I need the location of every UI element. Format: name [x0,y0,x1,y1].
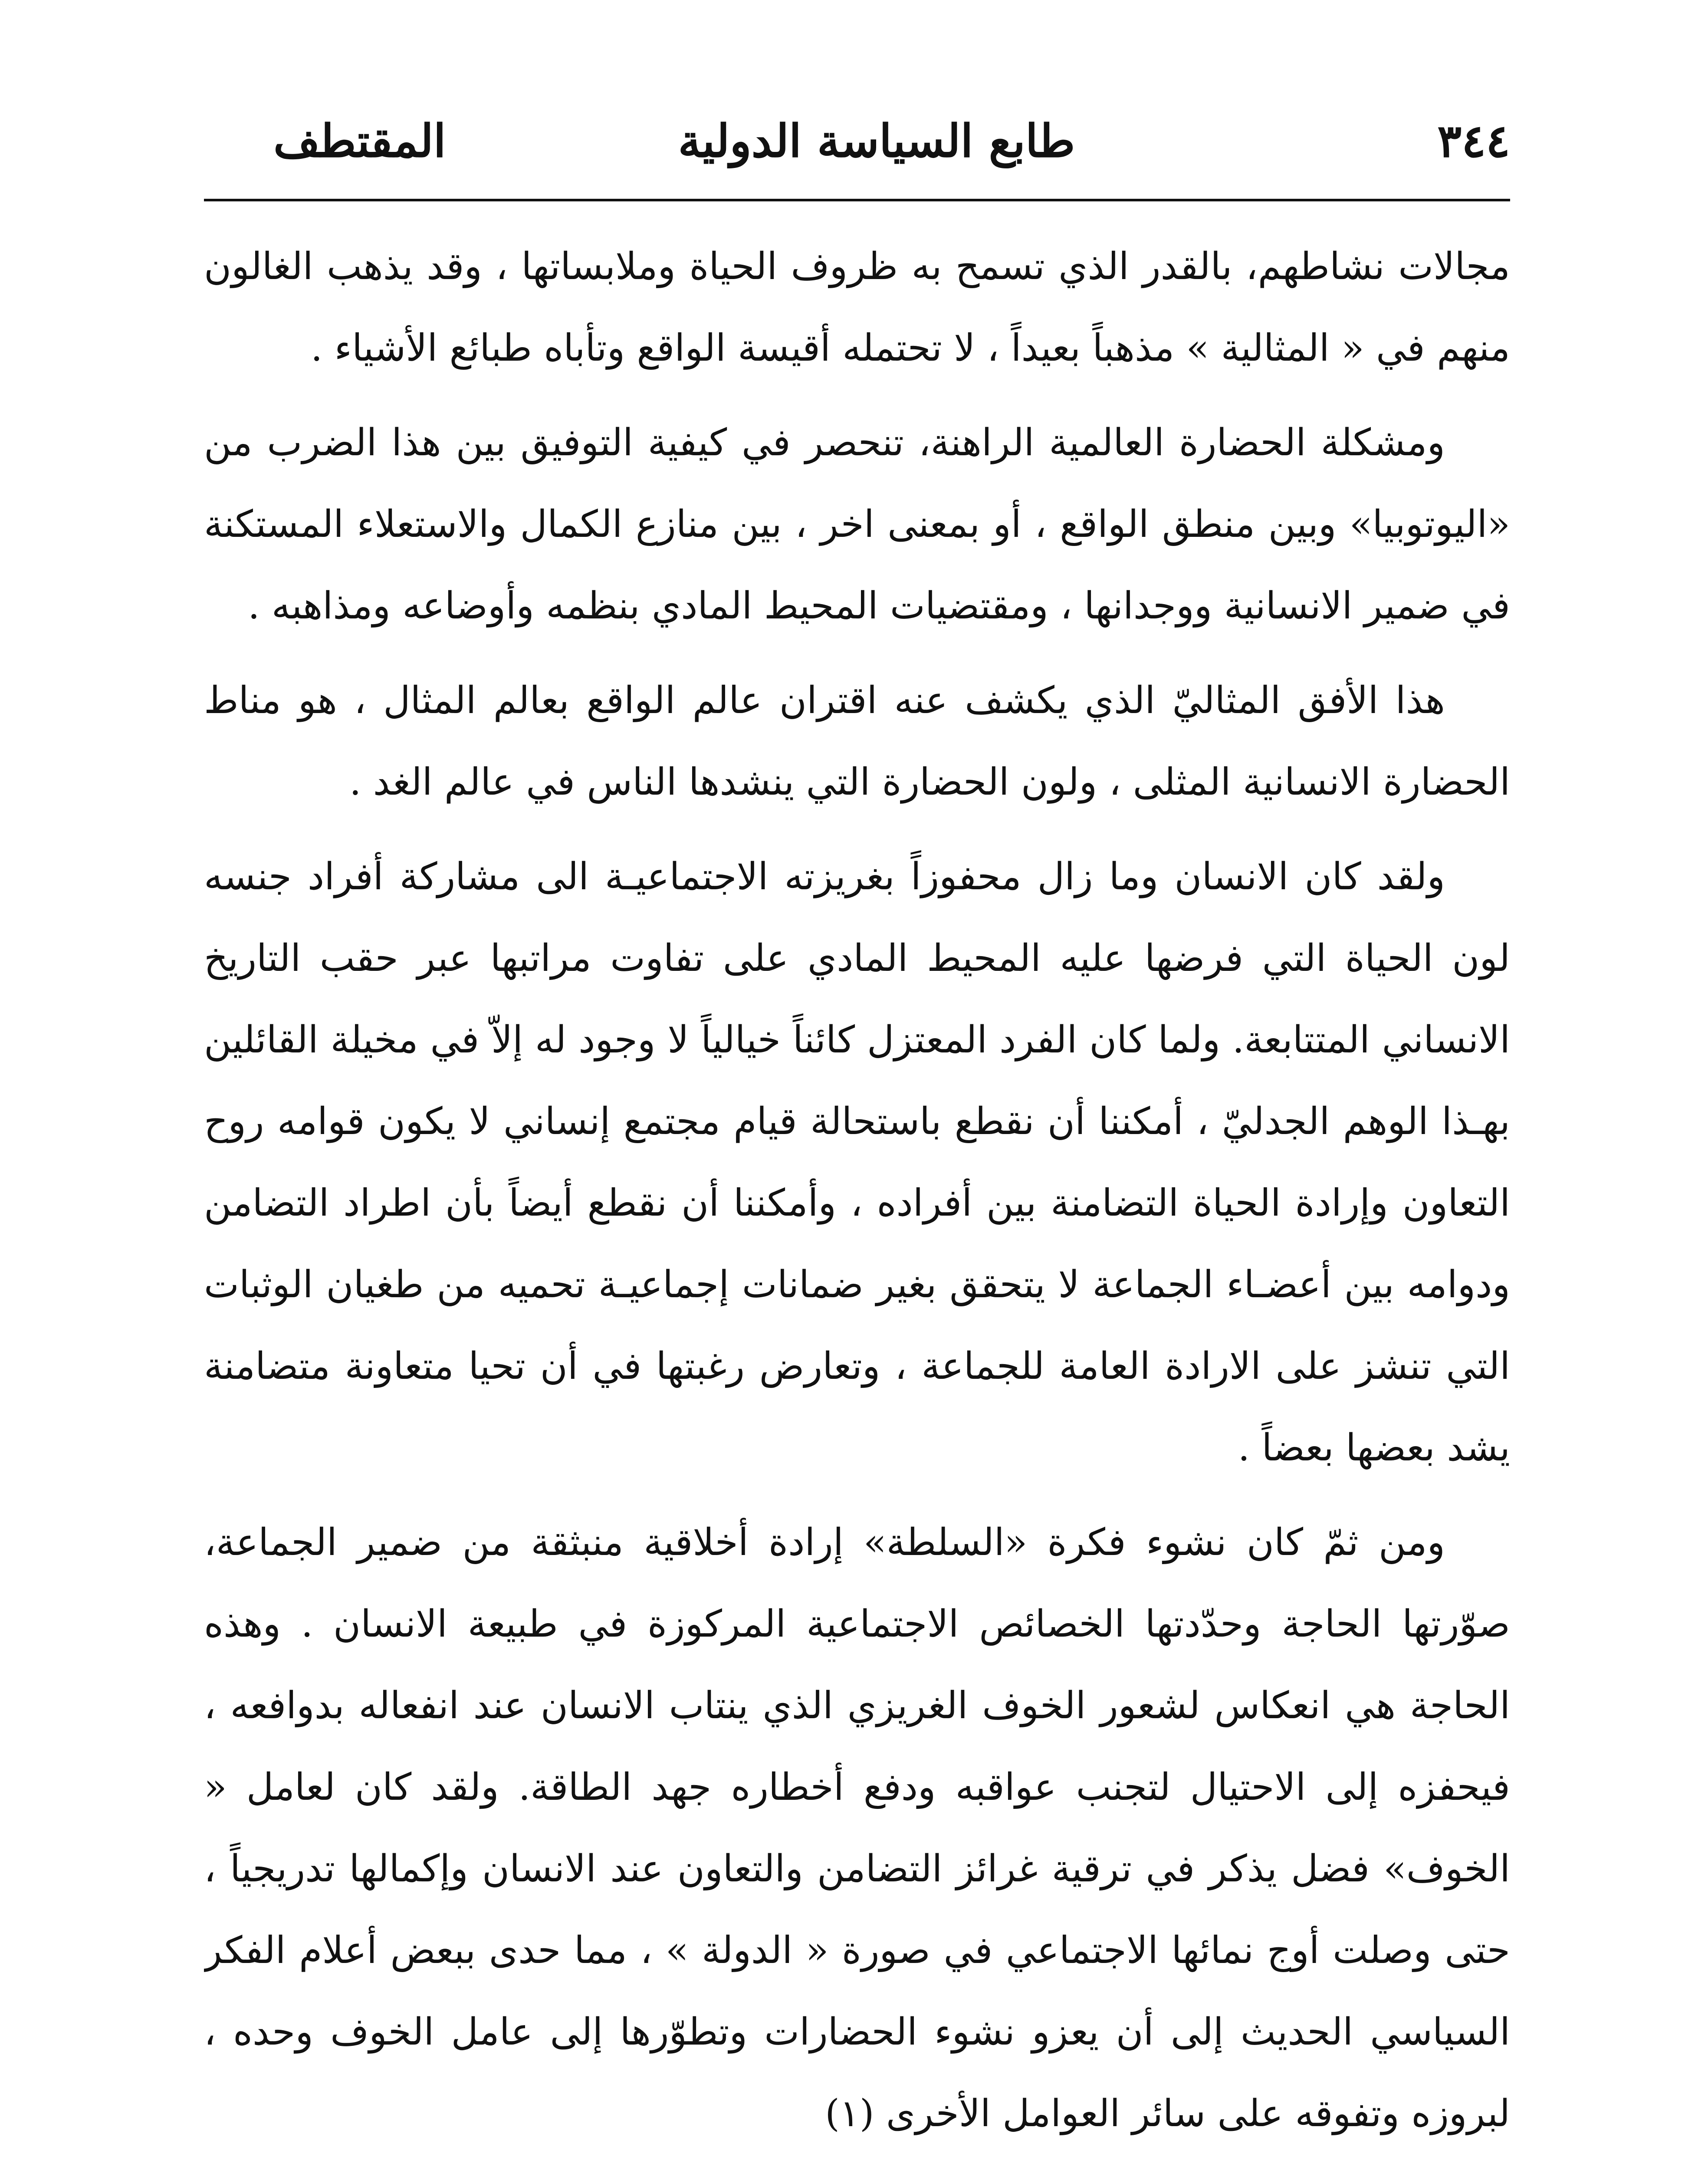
header-rule [204,199,1510,201]
magazine-name: المقتطف [273,114,446,168]
paragraph: ومن ثمّ كان نشوء فكرة «السلطة» إرادة أخلاقية منبثقة من ضمير الجماعة، صوّرتها الحاجة وحدّدتها الخصائص الاجتماعية المركوزة في طبيعة الانسان . وهذه الحاجة هي انعكاس لشعور الخوف الغريزي الذي ينتاب الانسان عند انفعاله بدوافعه ، فيحفزه إلى الاحتيال لتجنب عواقبه ودفع أخطاره جهد الطاقة. ولقد كان لعامل « الخوف» فضل يذكر في ترقية غرائز التضامن والتعاون عند الانسان وإكمالها تدريجياً ، حتى وصلت أوج نمائها الاجتماعي في صورة « الدولة » ، مما حدى ببعض أعلام الفكر السياسي الحديث إلى أن يعزو نشوء الحضارات وتطوّرها إلى عامل الخوف وحده ، لبروزه وتفوقه على سائر العوامل الأخرى (١) [204,1521,1510,2135]
paragraph: مجالات نشاطهم، بالقدر الذي تسمح به ظروف الحياة وملابساتها ، وقد يذهب الغالون منهم في « المثالية » مذهباً بعيداً ، لا تحتمله أقيسة الواقع وتأباه طبائع الأشياء . [204,245,1510,370]
page-header [243,108,1510,182]
paragraph [204,2167,1510,2170]
paragraph: ومشكلة الحضارة العالمية الراهنة، تنحصر في كيفية التوفيق بين هذا الضرب من «اليوتوبيا» وبين منطق الواقع ، أو بمعنى اخر ، بين منازع الكمال والاستعلاء المستكنة في ضمير الانسانية ووجدانها ، ومقتضيات المحيط المادي بنظمه وأوضاعه ومذاهبه . [204,421,1510,628]
paragraph: هذا الأفق المثاليّ الذي يكشف عنه اقتران عالم الواقع بعالم المثال ، هو مناط الحضارة الانسانية المثلى ، ولون الحضارة التي ينشدها الناس في عالم الغد . [204,679,1510,804]
running-title: طابع السياسة الدولية [678,114,1075,168]
page-number: ٣٤٤ [1437,114,1510,168]
article-body [204,226,1510,2170]
paragraph: ولقد كان الانسان وما زال محفوزاً بغريزته الاجتماعيـة الى مشاركة أفراد جنسه لون الحياة التي فرضها عليه المحيط المادي على تفاوت مراتبها عبر حقب التاريخ الانساني المتتابعة. ولما كان الفرد المعتزل كائناً خيالياً لا وجود له إلاّ في مخيلة القائلين بهـذا الوهم الجدليّ ، أمكننا أن نقطع باستحالة قيام مجتمع إنساني لا يكون قوامه روح التعاون وإرادة الحياة التضامنة بين أفراده ، وأمكننا أن نقطع أيضاً بأن اطراد التضامن ودوامه بين أعضـاء الجماعة لا يتحقق بغير ضمانات إجماعيـة تحميه من طغيان الوثبات التي تنشز على الارادة العامة للجماعة ، وتعارض رغبتها في أن تحيا متعاونة متضامنة يشد بعضها بعضاً . [204,855,1510,1470]
